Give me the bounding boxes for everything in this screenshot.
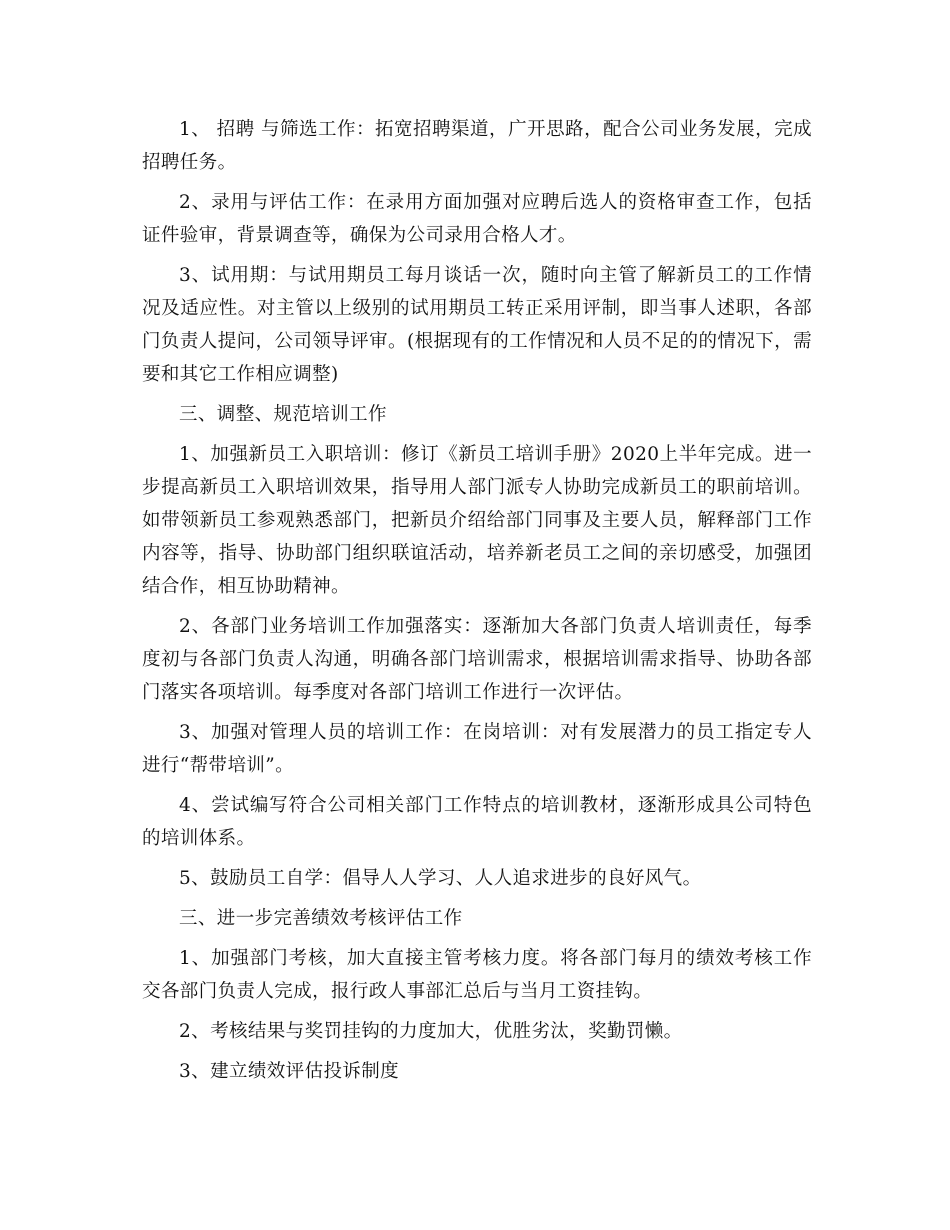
document-body xyxy=(142,113,812,1095)
paragraph-probation: 3、试用期：与试用期员工每月谈话一次，随时向主管了解新员工的工作情况及适应性。对主管以上级别的试用期员工转正采用评制，即当事人述职，各部门负责人提问，公司领导评审。(根据现有的工作情况和人员不足的的情况下，需要和其它工作相应调整) xyxy=(142,265,812,385)
section-heading-performance: 三、进一步完善绩效考核评估工作 xyxy=(179,908,463,929)
paragraph-department-training: 2、各部门业务培训工作加强落实：逐渐加大各部门负责人培训责任，每季度初与各部门负责人沟通，明确各部门培训需求，根据培训需求指导、协助各部门落实各项培训。每季度对各部门培训工作进行一次评估。 xyxy=(142,616,812,703)
paragraph-recruitment: 1、 招聘 与筛选工作：拓宽招聘渠道，广开思路，配合公司业务发展，完成招聘任务。 xyxy=(142,119,812,173)
paragraph-training-materials: 4、尝试编写符合公司相关部门工作特点的培训教材，逐渐形成具公司特色的培训体系。 xyxy=(142,795,812,849)
paragraph-new-employee-training: 1、加强新员工入职培训：修订《新员工培训手册》2020上半年完成。进一步提高新员工入职培训效果，指导用人部门派专人协助完成新员工的职前培训。如带领新员工参观熟悉部门，把新员介绍给部门同事及主要人员，解释部门工作内容等，指导、协助部门组织联谊活动，培养新老员工之间的亲切感受，加强团结合作，相互协助精神。 xyxy=(142,444,812,597)
paragraph-manager-training: 3、加强对管理人员的培训工作：在岗培训：对有发展潜力的员工指定专人进行“帮带培训”。 xyxy=(142,722,812,776)
section-heading-training: 三、调整、规范培训工作 xyxy=(179,404,387,425)
paragraph-complaint-system: 3、建立绩效评估投诉制度 xyxy=(179,1061,400,1082)
paragraph-rewards-penalties: 2、考核结果与奖罚挂钩的力度加大，优胜劣汰，奖勤罚懒。 xyxy=(179,1021,683,1042)
paragraph-self-study: 5、鼓励员工自学：倡导人人学习、人人追求进步的良好风气。 xyxy=(179,868,702,889)
paragraph-hiring-evaluation: 2、录用与评估工作：在录用方面加强对应聘后选人的资格审查工作，包括证件验审，背景调查等，确保为公司录用合格人才。 xyxy=(142,192,812,246)
paragraph-department-assessment: 1、加强部门考核，加大直接主管考核力度。将各部门每月的绩效考核工作交各部门负责人完成，报行政人事部汇总后与当月工资挂钩。 xyxy=(142,948,812,1002)
